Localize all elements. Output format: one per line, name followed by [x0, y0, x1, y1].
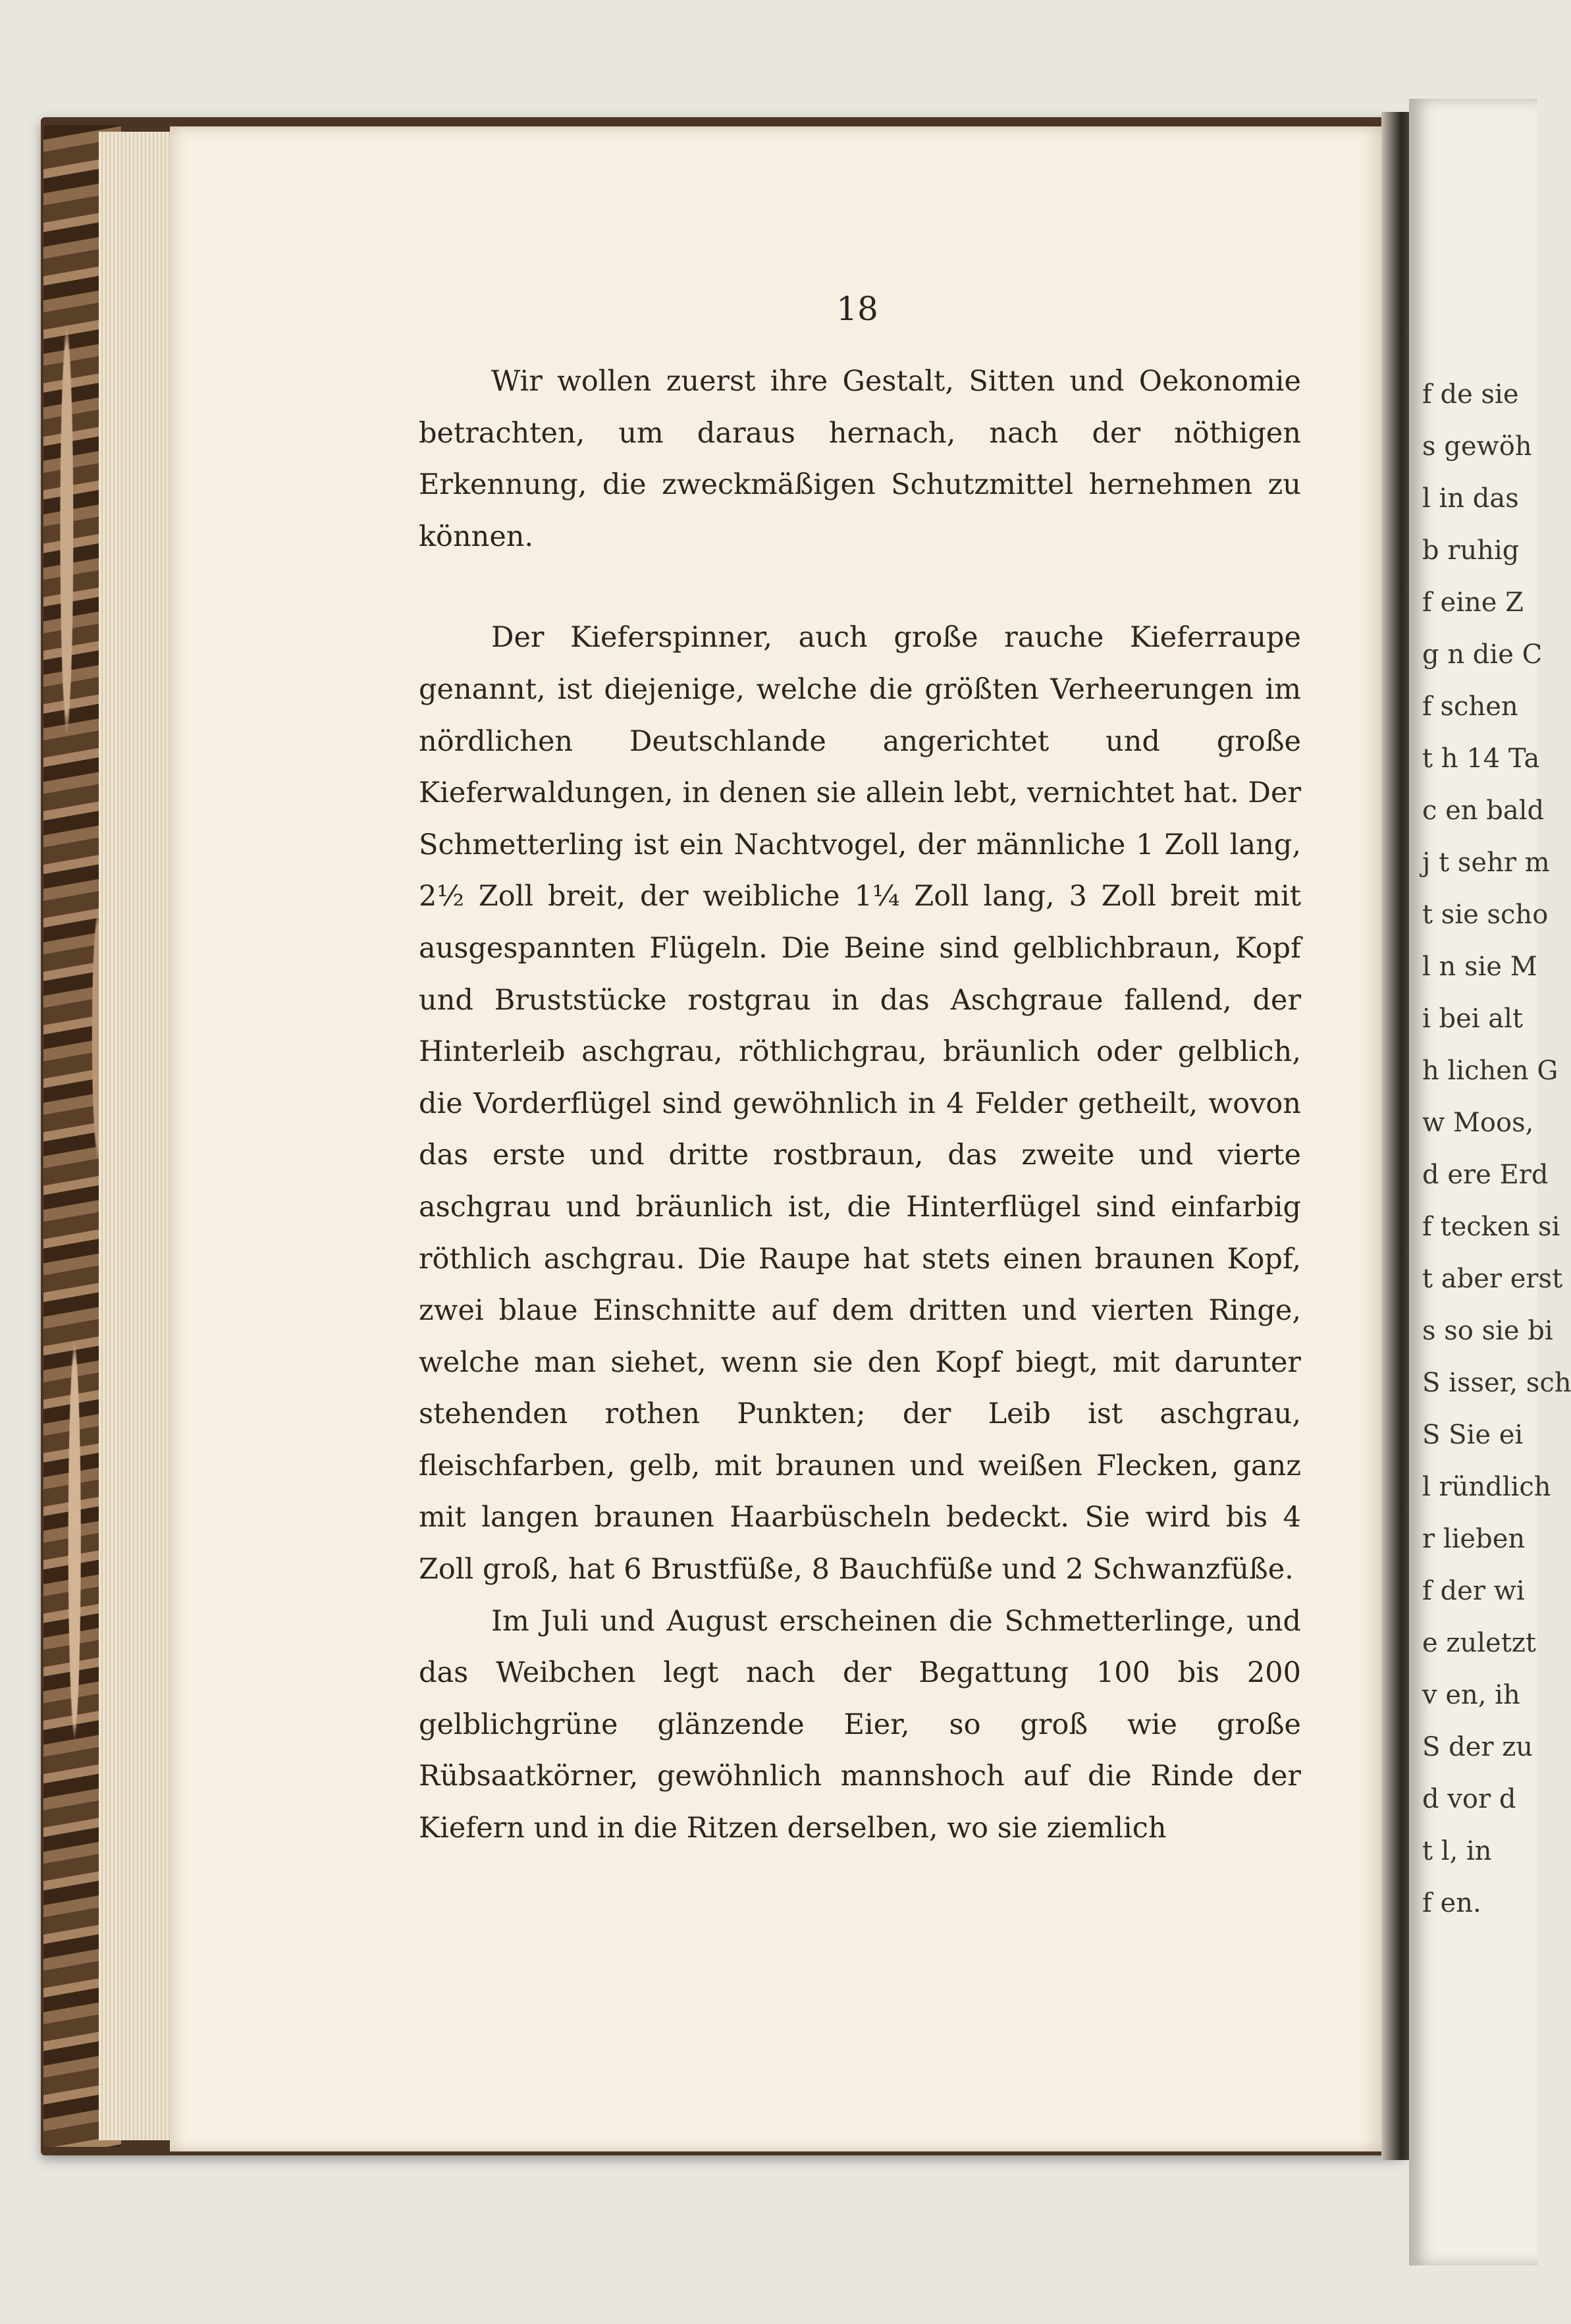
facing-line: d ere Erd: [1422, 1160, 1549, 1190]
facing-line: s so sie bi: [1422, 1316, 1553, 1346]
facing-line: f de sie: [1422, 379, 1519, 410]
facing-line: S isser, sch: [1422, 1368, 1571, 1398]
facing-line: r lieben: [1422, 1524, 1526, 1554]
paragraph-2: Der Kieferspinner, auch große rauche Kieferraupe genannt, ist diejenige, welche die größten Verheerungen im nördlichen Deutschlande angerichtet und große Kieferwaldungen, in denen sie allein lebt, vernichtet hat. Der Schmetterling ist ein Nachtvogel, der männliche 1 Zoll lang, 2½ Zoll breit, der weibliche 1¼ Zoll lang, 3 Zoll breit mit ausgespannten Flügeln. Die Beine sind gelblichbraun, Kopf und Bruststücke rostgrau in das Aschgraue fallend, der Hinterleib aschgrau, röthlichgrau, bräunlich oder gelblich, die Vorderflügel sind gewöhnlich in 4 Felder getheilt, wovon das erste und dritte rostbraun, das zweite und vierte aschgrau und bräunlich ist, die Hinterflügel sind einfarbig röthlich aschgrau. Die Raupe hat stets einen braunen Kopf, zwei blaue Einschnitte auf dem dritten und vierten Ringe, welche man siehet, wenn sie den Kopf biegt, mit darunter stehenden rothen Punkten; der Leib ist aschgrau, fleischfarben, gelb, mit braunen und weißen Flecken, ganz mit langen braunen Haarbüscheln bedeckt. Sie wird bis 4 Zoll groß, hat 6 Brustfüße, 8 Bauchfüße und 2 Schwanzfüße.: [419, 621, 1301, 1586]
facing-line: t l, in: [1422, 1836, 1492, 1866]
paragraph-1: Wir wollen zuerst ihre Gestalt, Sitten und Oekonomie betrachten, um daraus hernach, nach der nöthigen Erkennung, die zweckmäßigen Schutzmittel hernehmen zu können.: [419, 365, 1301, 553]
facing-line: f eine Z: [1422, 587, 1524, 618]
facing-line: f tecken si: [1422, 1212, 1560, 1242]
facing-line: h lichen G: [1422, 1056, 1558, 1086]
facing-page-text: [1422, 369, 1571, 1930]
facing-line: t aber erst: [1422, 1264, 1563, 1294]
facing-line: e zuletzt: [1422, 1628, 1536, 1658]
facing-line: f der wi: [1422, 1576, 1525, 1606]
facing-line: b ruhig: [1422, 535, 1520, 566]
page-text: [419, 356, 1301, 1854]
page-edges: [99, 132, 178, 2140]
facing-line: f en.: [1422, 1888, 1481, 1918]
facing-line: t h 14 Ta: [1422, 743, 1540, 774]
facing-line: g n die C: [1422, 639, 1543, 670]
facing-line: S Sie ei: [1422, 1420, 1524, 1450]
facing-line: w Moos,: [1422, 1108, 1534, 1138]
facing-line: f schen: [1422, 691, 1518, 722]
facing-line: i bei alt: [1422, 1004, 1524, 1034]
facing-line: v en, ih: [1422, 1680, 1520, 1710]
facing-line: s gewöh: [1422, 431, 1532, 462]
facing-line: c en bald: [1422, 796, 1545, 826]
facing-line: l ründlich: [1422, 1472, 1551, 1502]
facing-line: j t sehr m: [1422, 848, 1550, 878]
facing-line: d vor d: [1422, 1784, 1516, 1814]
paragraph-3: Im Juli und August erscheinen die Schmetterlinge, und das Weibchen legt nach der Begattung 100 bis 200 gelblichgrüne glänzende Eier, so groß wie große Rübsaatkörner, gewöhnlich mannshoch auf die Rinde der Kiefern und in die Ritzen derselben, wo sie ziemlich: [419, 1604, 1301, 1845]
page-number: 18: [836, 290, 878, 328]
facing-line: l n sie M: [1422, 952, 1537, 982]
facing-line: l in das: [1422, 483, 1519, 514]
facing-line: S der zu: [1422, 1732, 1533, 1762]
facing-line: t sie scho: [1422, 900, 1549, 930]
